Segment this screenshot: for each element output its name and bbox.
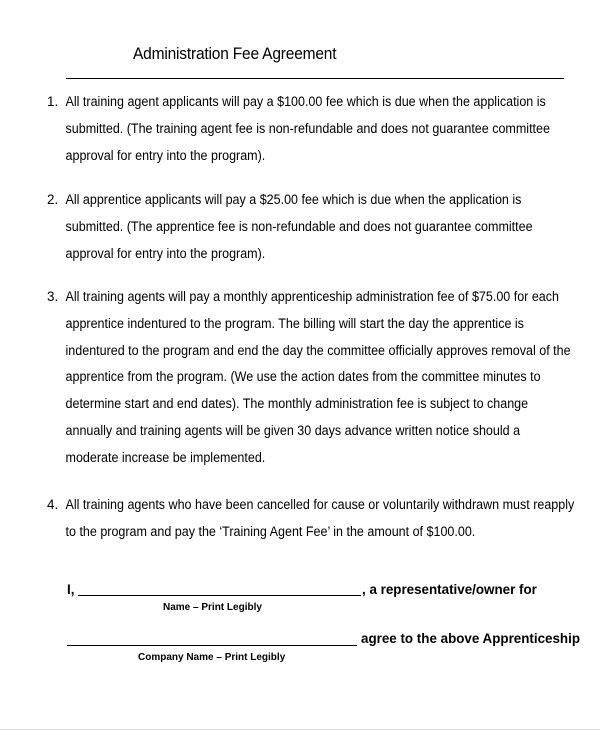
- item-line: submitted. (The apprentice fee is non-refundable and does not guarantee committee: [65, 218, 533, 234]
- item-line: annually and training agents will be given 30 days advance written notice should a: [65, 422, 521, 438]
- item-number: 1.: [47, 94, 59, 109]
- name-caption: Name – Print Legibly: [163, 602, 262, 613]
- company-caption: Company Name – Print Legibly: [138, 652, 286, 663]
- document-title: Administration Fee Agreement: [133, 45, 337, 63]
- item-line: All apprentice applicants will pay a $25.00 fee which is due when the application is: [65, 192, 522, 207]
- item-line: indentured to the program and end the day the committee officially approves removal of the: [65, 342, 571, 358]
- item-number: 2.: [47, 192, 59, 207]
- agree-text: agree to the above Apprenticeship: [361, 631, 581, 646]
- agreement-item-1: [30, 89, 575, 169]
- company-blank-line: [67, 645, 357, 646]
- item-line: All training agents will pay a monthly apprenticeship administration fee of $75.00 for each: [65, 289, 559, 304]
- agreement-item-3: [30, 284, 575, 472]
- item-number: 4.: [47, 497, 59, 512]
- item-line: apprentice indentured to the program. The billing will start the day the apprentice is: [65, 315, 524, 331]
- agreement-item-2: [30, 187, 575, 267]
- signature-prefix: I,: [67, 582, 75, 597]
- item-line: determine start and end dates). The monthly administration fee is subject to change: [65, 396, 529, 412]
- agreement-item-4: [30, 492, 575, 546]
- name-blank-line: [78, 595, 361, 596]
- item-line: approval for entry into the program).: [65, 147, 266, 163]
- item-line: apprentice from the program. (We use the action dates from the committee minutes to: [65, 369, 541, 385]
- item-line: approval for entry into the program).: [65, 245, 266, 261]
- item-line: to the program and pay the ‘Training Agent Fee’ in the amount of $100.00.: [65, 523, 476, 539]
- representative-text: , a representative/owner for: [362, 582, 537, 597]
- item-number: 3.: [47, 289, 59, 304]
- item-line: submitted. (The training agent fee is non-refundable and does not guarantee committee: [65, 120, 550, 136]
- item-line: moderate increase be implemented.: [65, 449, 266, 465]
- title-underline: [66, 78, 564, 79]
- item-line: All training agents who have been cancelled for cause or voluntarily withdrawn must reapply: [65, 497, 575, 512]
- item-line: All training agent applicants will pay a $100.00 fee which is due when the application is: [65, 94, 546, 109]
